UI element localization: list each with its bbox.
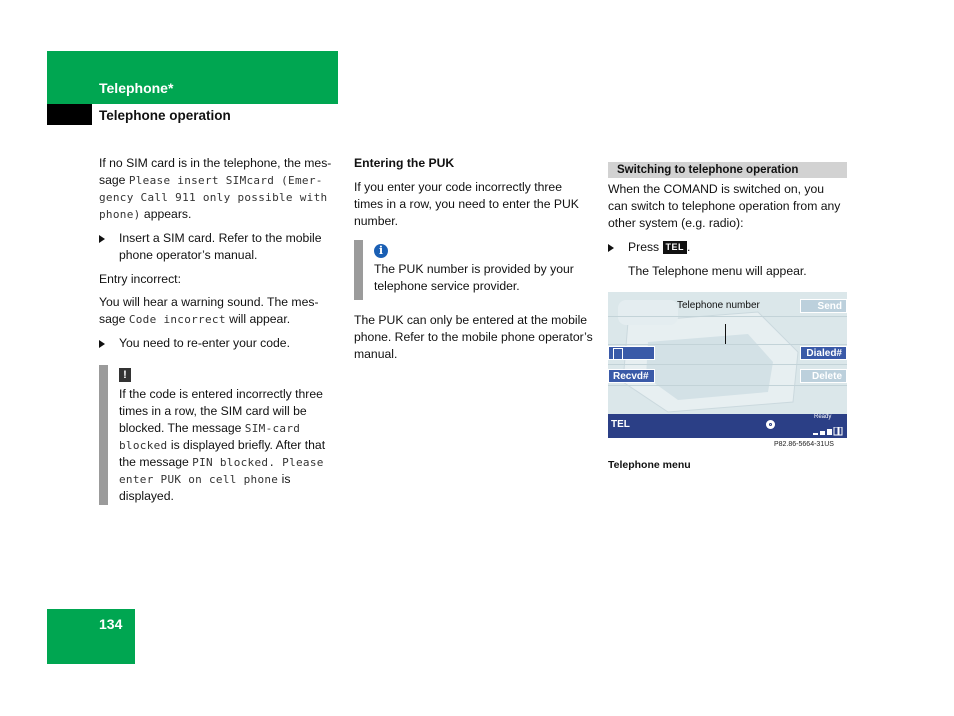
display-message: Code incorrect xyxy=(128,313,226,326)
bullet-reenter-code: You need to re-enter your code. xyxy=(99,335,341,352)
info-note: i The PUK number is provided by your telephone service provider. xyxy=(374,244,574,293)
entry-incorrect-label: Entry incorrect: xyxy=(99,272,181,286)
column-3 xyxy=(608,181,847,280)
info-bar xyxy=(354,240,363,300)
signal-strength-icon xyxy=(813,423,843,431)
chapter-title: Telephone* xyxy=(99,80,174,96)
column-1 xyxy=(99,155,341,352)
text-cursor xyxy=(725,324,726,344)
phonebook-button[interactable] xyxy=(608,346,655,360)
page-number: 134 xyxy=(99,616,123,632)
paragraph-puk-intro: If you enter your code incorrectly three times in a row, you need to enter the PUK number. xyxy=(354,180,579,228)
bullet-insert-sim: Insert a SIM card. Refer to the mobile phone operator’s manual. xyxy=(99,230,341,264)
warning-bar xyxy=(99,365,108,505)
ready-label: Ready xyxy=(814,414,832,420)
warning-note: ! If the code is entered incorrectly three times in a row, the SIM card will be blocked. The message SIM-card blocked is displayed briefly. After that the message PIN blocked. Please enter PUK on cell phone is displayed. xyxy=(119,369,326,503)
paragraph-puk-mobile: The PUK can only be entered at the mobile phone. Refer to the mobile phone operator’s manual. xyxy=(354,313,593,361)
bullet-press-tel: Press TEL . xyxy=(608,239,847,256)
tel-key-icon: TEL xyxy=(663,241,688,254)
dialed-button[interactable]: Dialed# xyxy=(800,346,847,360)
result-text: The Telephone menu will appear. xyxy=(628,264,807,278)
exclamation-icon: ! xyxy=(119,368,131,382)
figure-code: P82.86-5664-31US xyxy=(774,441,834,448)
section-heading: Switching to telephone operation xyxy=(617,164,799,176)
paragraph-warning-sound: You will hear a warning sound. The mes-sage Code incorrect will appear. xyxy=(99,295,319,326)
paragraph-switch: When the COMAND is switched on, you can switch to telephone operation from any other system (e.g. radio): xyxy=(608,182,841,230)
status-bar xyxy=(608,414,847,438)
display-message: SIM-card blocked xyxy=(119,422,301,452)
section-marker xyxy=(47,104,92,125)
paragraph-no-sim: If no SIM card is in the telephone, the mes- sage Please insert SIMcard (Emer-gency Call 911 only possible with phone) appears. xyxy=(99,156,332,221)
figure-caption: Telephone menu xyxy=(608,459,691,471)
cd-icon xyxy=(766,420,775,429)
delete-button[interactable]: Delete xyxy=(800,369,847,383)
display-message: Please insert SIMcard (Emer-gency Call 911 only possible with phone) xyxy=(99,174,328,221)
recvd-button[interactable]: Recvd# xyxy=(608,369,655,383)
section-title: Telephone operation xyxy=(99,108,231,123)
header-band xyxy=(47,51,338,104)
phonebook-icon xyxy=(613,348,623,360)
heading-entering-puk: Entering the PUK xyxy=(354,156,455,170)
send-button[interactable]: Send xyxy=(800,299,847,313)
screen-title: Telephone number xyxy=(677,300,760,311)
info-icon: i xyxy=(374,244,388,258)
telephone-menu-screen xyxy=(608,292,847,438)
display-message: PIN blocked. Please enter PUK on cell phone xyxy=(119,456,324,486)
column-2 xyxy=(354,155,594,230)
tel-label: TEL xyxy=(611,419,630,430)
